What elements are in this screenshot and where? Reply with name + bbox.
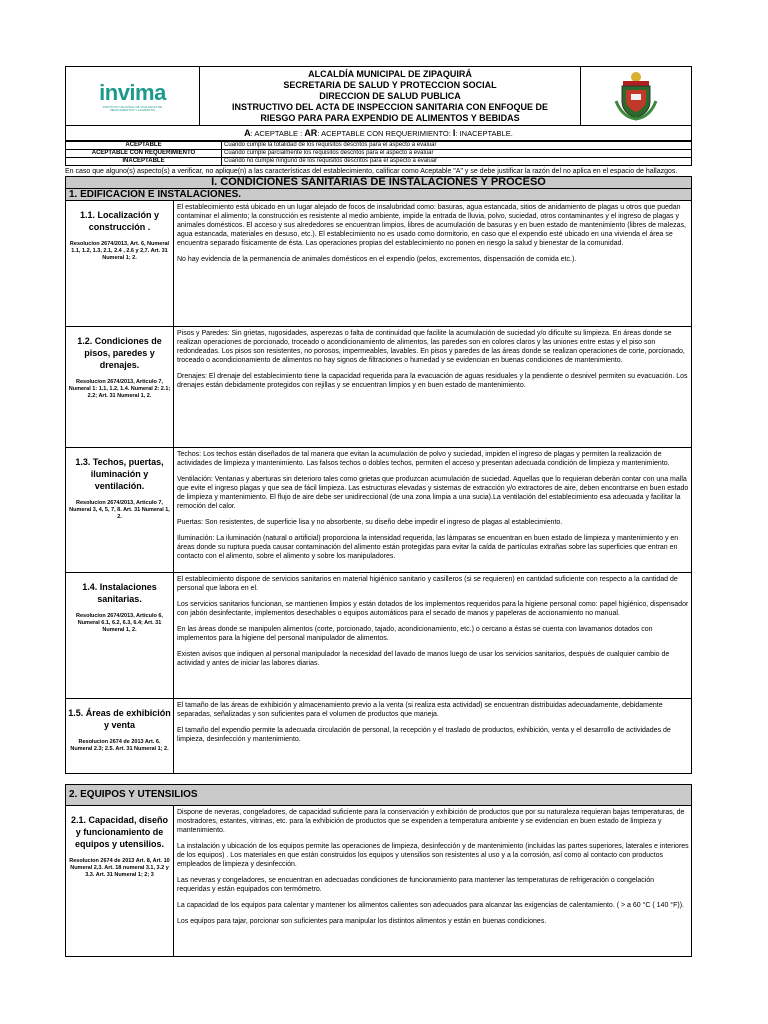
finding-paragraph: Pisos y Paredes: Sin grietas, rugosidades, asperezas o falta de continuidad que facilite la acumulación de suciedad y/o dificulte su limpieza. En áreas donde se realizan operaciones de porcionado, troceado o acondicionamiento de alimentos, las paredes son en colores claros y las uniones entre estas y el piso son redondeadas. Los pisos son resistentes, no porosos, impermeables, lavables. En pisos y paredes de las áreas donde se realizan operaciones de corte, porcionado, troceado o acondicionamiento de alimentos no hay signos de filtraciones o humedad y se evidencian en buenas condiciones de mantenimiento. <box>177 330 685 364</box>
inspection-row <box>65 573 692 699</box>
item-label-cell <box>65 699 174 773</box>
document <box>65 66 692 957</box>
item-heading: 1.3. Techos, puertas, iluminación y ventilación. <box>75 457 164 491</box>
item-description <box>174 448 692 572</box>
table-row <box>66 142 692 150</box>
item-label-cell <box>65 448 174 572</box>
legend-ar: AR <box>304 128 318 138</box>
legend-key: ACEPTABLE <box>66 142 222 150</box>
finding-paragraph: El establecimiento está ubicado en un lugar alejado de focos de insalubridad como: basuras, agua estancada, sitios de anidamiento de plagas u otros que puedan contaminar el alimento; la construcción es resistente al medio ambiente, impide la entrada de lluvia, polvo, suciedad, otros contaminantes y el ingreso de plagas y animales domésticos. El acceso y sus alrededores se encuentran limpios, libres de acumulación de basuras y en buen estado de mantenimiento (libres de malezas, agua estancada, materiales en desuso, etc.). El establecimiento no es usado como dormitorio, en caso que el expendio esté ubicado en una vivienda el área se encuentra separado físicamente de ésta. Las operaciones propias del establecimiento no ponen en riesgo la salud y bienestar de la comunidad. <box>177 204 686 247</box>
finding-paragraph: Los equipos para tajar, porcionar son suficientes para manipular los distintos alimentos y están en buenas condiciones. <box>177 918 547 925</box>
header <box>65 66 692 126</box>
inspection-row <box>65 699 692 774</box>
rating-legend-line <box>65 126 692 141</box>
invima-logo-subtitle: INSTITUTO NACIONAL DE VIGILANCIA DE MEDICAMENTOS Y ALIMENTOS <box>102 105 163 112</box>
finding-paragraph: La instalación y ubicación de los equipos permite las operaciones de limpieza, desinfección y de mantenimiento (incluidas las partes superiores, laterales e interiores de los equipos) . Los materiales en que están construidos los equipos y utensilios son resistentes al uso y a la corrosión, así como al contacto con productos empleados de limpieza y desinfección. <box>177 843 689 868</box>
item-regulation: Resolucion 2674/2013, Articulo 7, Numeral 1: 1.1, 1.2, 1.4. Numeral 2: 2.1; 2.2; Art. 31 Numeral 1, 2. <box>68 379 171 399</box>
finding-paragraph: En las áreas donde se manipulen alimentos (corte, porcionado, tajado, acondicionamiento, etc.) o cercano a éstas se cuenta con lavamanos dotados con implementos para la higiene del personal manipulador de alimentos. <box>177 626 653 642</box>
finding-paragraph: Ventilación: Ventanas y aberturas sin deterioro tales como grietas que produzcan acumulación de suciedad. Aquellas que lo requieran deberán contar con una malla que evite el ingreso plagas y que sea de fácil limpieza. Las estructuras elevadas y sistemas de extracción y/o extractores de aire, deben encontrarse en buen estado de limpieza y mantenimiento. El flujo de aire debe ser unidireccional (de una zona limpia a una sucia).La ventilación del establecimiento esa adecuada y facilitar la remoción del calor. <box>177 476 689 510</box>
item-regulation: Resolucion 2674/2013, Articulo 7, Numeral 3, 4, 5, 7, 8. Art. 31 Numeral 1, 2. <box>69 500 170 520</box>
rating-legend-table <box>65 141 692 166</box>
finding-paragraph: Techos: Los techos están diseñados de tal manera que evitan la acumulación de polvo y suciedad, impiden el ingreso de plagas y permiten la realización de actividades de limpieza y mantenimiento. Las falsos techos o dobles techos, permiten el acceso y presentan adecuada condición de limpieza y mantenimiento. <box>177 451 670 467</box>
legend-a: A <box>244 128 251 138</box>
item-description <box>174 806 692 956</box>
header-line: DIRECCION DE SALUD PUBLICA <box>319 91 461 101</box>
section-title: 2. EQUIPOS Y UTENSILIOS <box>65 784 692 806</box>
finding-paragraph: Las neveras y congeladores, se encuentran en adecuadas condiciones de funcionamiento para mantener las temperaturas de refrigeración o congelación requeridas y están equipados con termómetro. <box>177 877 655 893</box>
finding-paragraph: El tamaño del expendio permite la adecuada circulación de personal, la recepción y el traslado de productos, exhibición, venta y el desarrollo de actividades de limpieza, desinfección y mantenimiento. <box>177 727 671 743</box>
inspection-items <box>65 806 692 957</box>
item-heading: 1.5. Áreas de exhibición y venta <box>68 708 171 730</box>
finding-paragraph: Dispone de neveras, congeladores, de capacidad suficiente para la conservación y exhibición de productos que por su naturaleza requieran bajas temperaturas, de mostradores, estantes, vitrinas, etc. para la exhibición de productos que se expenden a temperatura ambiente y se evidencian en buen estado de limpieza y mantenimiento. <box>177 809 685 834</box>
header-line: ALCALDÍA MUNICIPAL DE ZIPAQUIRÁ <box>308 69 472 79</box>
inspection-row <box>65 327 692 448</box>
inspection-row <box>65 201 692 327</box>
finding-paragraph: Los servicios sanitarios funcionan, se mantienen limpios y están dotados de los implementos requeridos para la higiene personal como: papel higiénico, dispensador con jabón desinfectante, implementos desechables o equipos automáticos para el secado de manos y papeleras de accionamiento no manual. <box>177 601 689 617</box>
legend-desc: Cuando cumple la totalidad de los requisitos descritos para el aspecto a evaluar <box>222 142 692 150</box>
item-description <box>174 201 692 326</box>
item-label-cell <box>65 806 174 956</box>
legend-a-text: : ACEPTABLE : <box>250 129 305 138</box>
section-title: I. CONDICIONES SANITARIAS DE INSTALACIONES Y PROCESO <box>65 176 692 189</box>
item-description <box>174 573 692 698</box>
finding-paragraph: Drenajes: El drenaje del establecimiento tiene la capacidad requerida para la evacuación de aguas residuales y la pendiente o desnivel permiten su evacuación. Los drenajes están debidamente protegidos con rejillas y se encuentran limpios y en buen estado de mantenimiento. <box>177 373 688 389</box>
inspection-items <box>65 201 692 774</box>
item-label-cell <box>65 573 174 698</box>
invima-logo <box>66 67 200 125</box>
item-regulation: Resolucion 2674/2013, Art. 6, Numeral 1.1, 1.2, 1.3, 2.1, 2.4 , 2.6 y 2,7. Art. 31 Numeral 1; 2. <box>69 241 170 261</box>
item-label-cell <box>65 201 174 326</box>
item-label-cell <box>65 327 174 447</box>
item-heading: 1.2. Condiciones de pisos, paredes y drenajes. <box>77 336 162 370</box>
finding-paragraph: La capacidad de los equipos para calentar y mantener los alimentos calientes son adecuados para alcanzar las exigencias de calentamiento. ( > a 60 °C ( 140 °F)). <box>177 902 684 909</box>
legend-key: ACEPTABLE CON REQUERIMIENTO <box>66 150 222 158</box>
header-line: RIESGO PARA PARA EXPENDIO DE ALIMENTOS Y BEBIDAS <box>260 113 520 123</box>
finding-paragraph: Puertas: Son resistentes, de superficie lisa y no absorbente, su diseño debe impedir el ingreso de plagas al establecimiento. <box>177 519 563 526</box>
item-regulation: Resolucion 2674/2013, Articulo 6, Numeral 6.1, 6.2, 6.3, 6.4; Art. 31 Numeral 1, 2. <box>76 613 163 633</box>
table-row <box>66 150 692 158</box>
finding-paragraph: El establecimiento dispone de servicios sanitarios en material higiénico sanitario y casilleros (si se requieren) en cantidad suficiente con respecto a la cantidad de personal que labora en el. <box>177 576 678 592</box>
legend-key: INACEPTABLE <box>66 158 222 166</box>
header-title <box>200 67 580 125</box>
header-line: SECRETARIA DE SALUD Y PROTECCION SOCIAL <box>283 80 497 90</box>
invima-logo-text: invima <box>99 80 166 105</box>
instructions-note: En caso que alguno(s) aspecto(s) a verificar, no aplique(n) a las características del establecimiento, calificar como Aceptable "A" y se debe justificar la razón del no aplica en el espacio de hallazgos. <box>65 168 678 175</box>
legend-desc: Cuando no cumple ninguno de los requisitos descritos para el aspecto a evaluar <box>222 158 692 166</box>
finding-paragraph: Iluminación: La iluminación (natural o artificial) proporciona la intensidad requerida, las lámparas se encuentran en buen estado de limpieza y mantenimiento y en áreas donde su ruptura pueda causar contaminación del alimento están protegidas para evitar la caída de partículas extrañas sobre las superficies que entran en contacto con el alimento, sobre el alimento y sobre los manipuladores. <box>177 535 679 560</box>
legend-i: I <box>452 128 456 138</box>
finding-paragraph: Existen avisos que indiquen al personal manipulador la necesidad del lavado de manos luego de usar los servicios sanitarios, después de cualquier cambio de actividad y antes de iniciar las labores diarias. <box>177 651 670 667</box>
table-row <box>66 158 692 166</box>
finding-paragraph: El tamaño de las áreas de exhibición y almacenamiento previo a la venta (si realiza esta actividad) se encuentran distribuidas adecuadamente, debidamente separadas, señalizadas y son suficientes para el volumen de productos que maneja. <box>177 702 663 718</box>
inspection-row <box>65 806 692 957</box>
finding-paragraph: No hay evidencia de la permanencia de animales domésticos en el expendio (pelos, excrementos, dispensación de comida etc.). <box>177 256 577 263</box>
legend-i-text: : INACEPTABLE. <box>455 129 513 138</box>
item-regulation: Resolucion 2674 de 2013 Art. 6. Numeral 2.3; 2.5. Art. 31 Numeral 1; 2. <box>70 739 169 752</box>
zipaquira-shield-icon <box>580 67 691 125</box>
legend-desc: Cuando cumple parcialmente los requisitos descritos para el aspecto a evaluar <box>222 150 692 158</box>
inspection-row <box>65 448 692 573</box>
item-heading: 1.1. Localización y construcción . <box>79 210 160 232</box>
legend-ar-text: : ACEPTABLE CON REQUERIMIENTO: <box>317 129 453 138</box>
item-description <box>174 699 692 773</box>
subsection-title: 1. EDIFICACION E INSTALACIONES. <box>65 189 692 201</box>
item-regulation: Resolucion 2674 de 2013 Art. 8, Art. 10 Numeral 2,3. Art. 18 numeral 3.1, 3.2 y 3.3. Art. 31 Numeral 1; 2; 3 <box>69 858 170 878</box>
item-heading: 2.1. Capacidad, diseño y funcionamiento de equipos y utensilios. <box>70 815 169 849</box>
item-heading: 1.4. Instalaciones sanitarias. <box>82 582 157 604</box>
header-line: INSTRUCTIVO DEL ACTA DE INSPECCION SANITARIA CON ENFOQUE DE <box>231 102 548 112</box>
item-description <box>174 327 692 447</box>
